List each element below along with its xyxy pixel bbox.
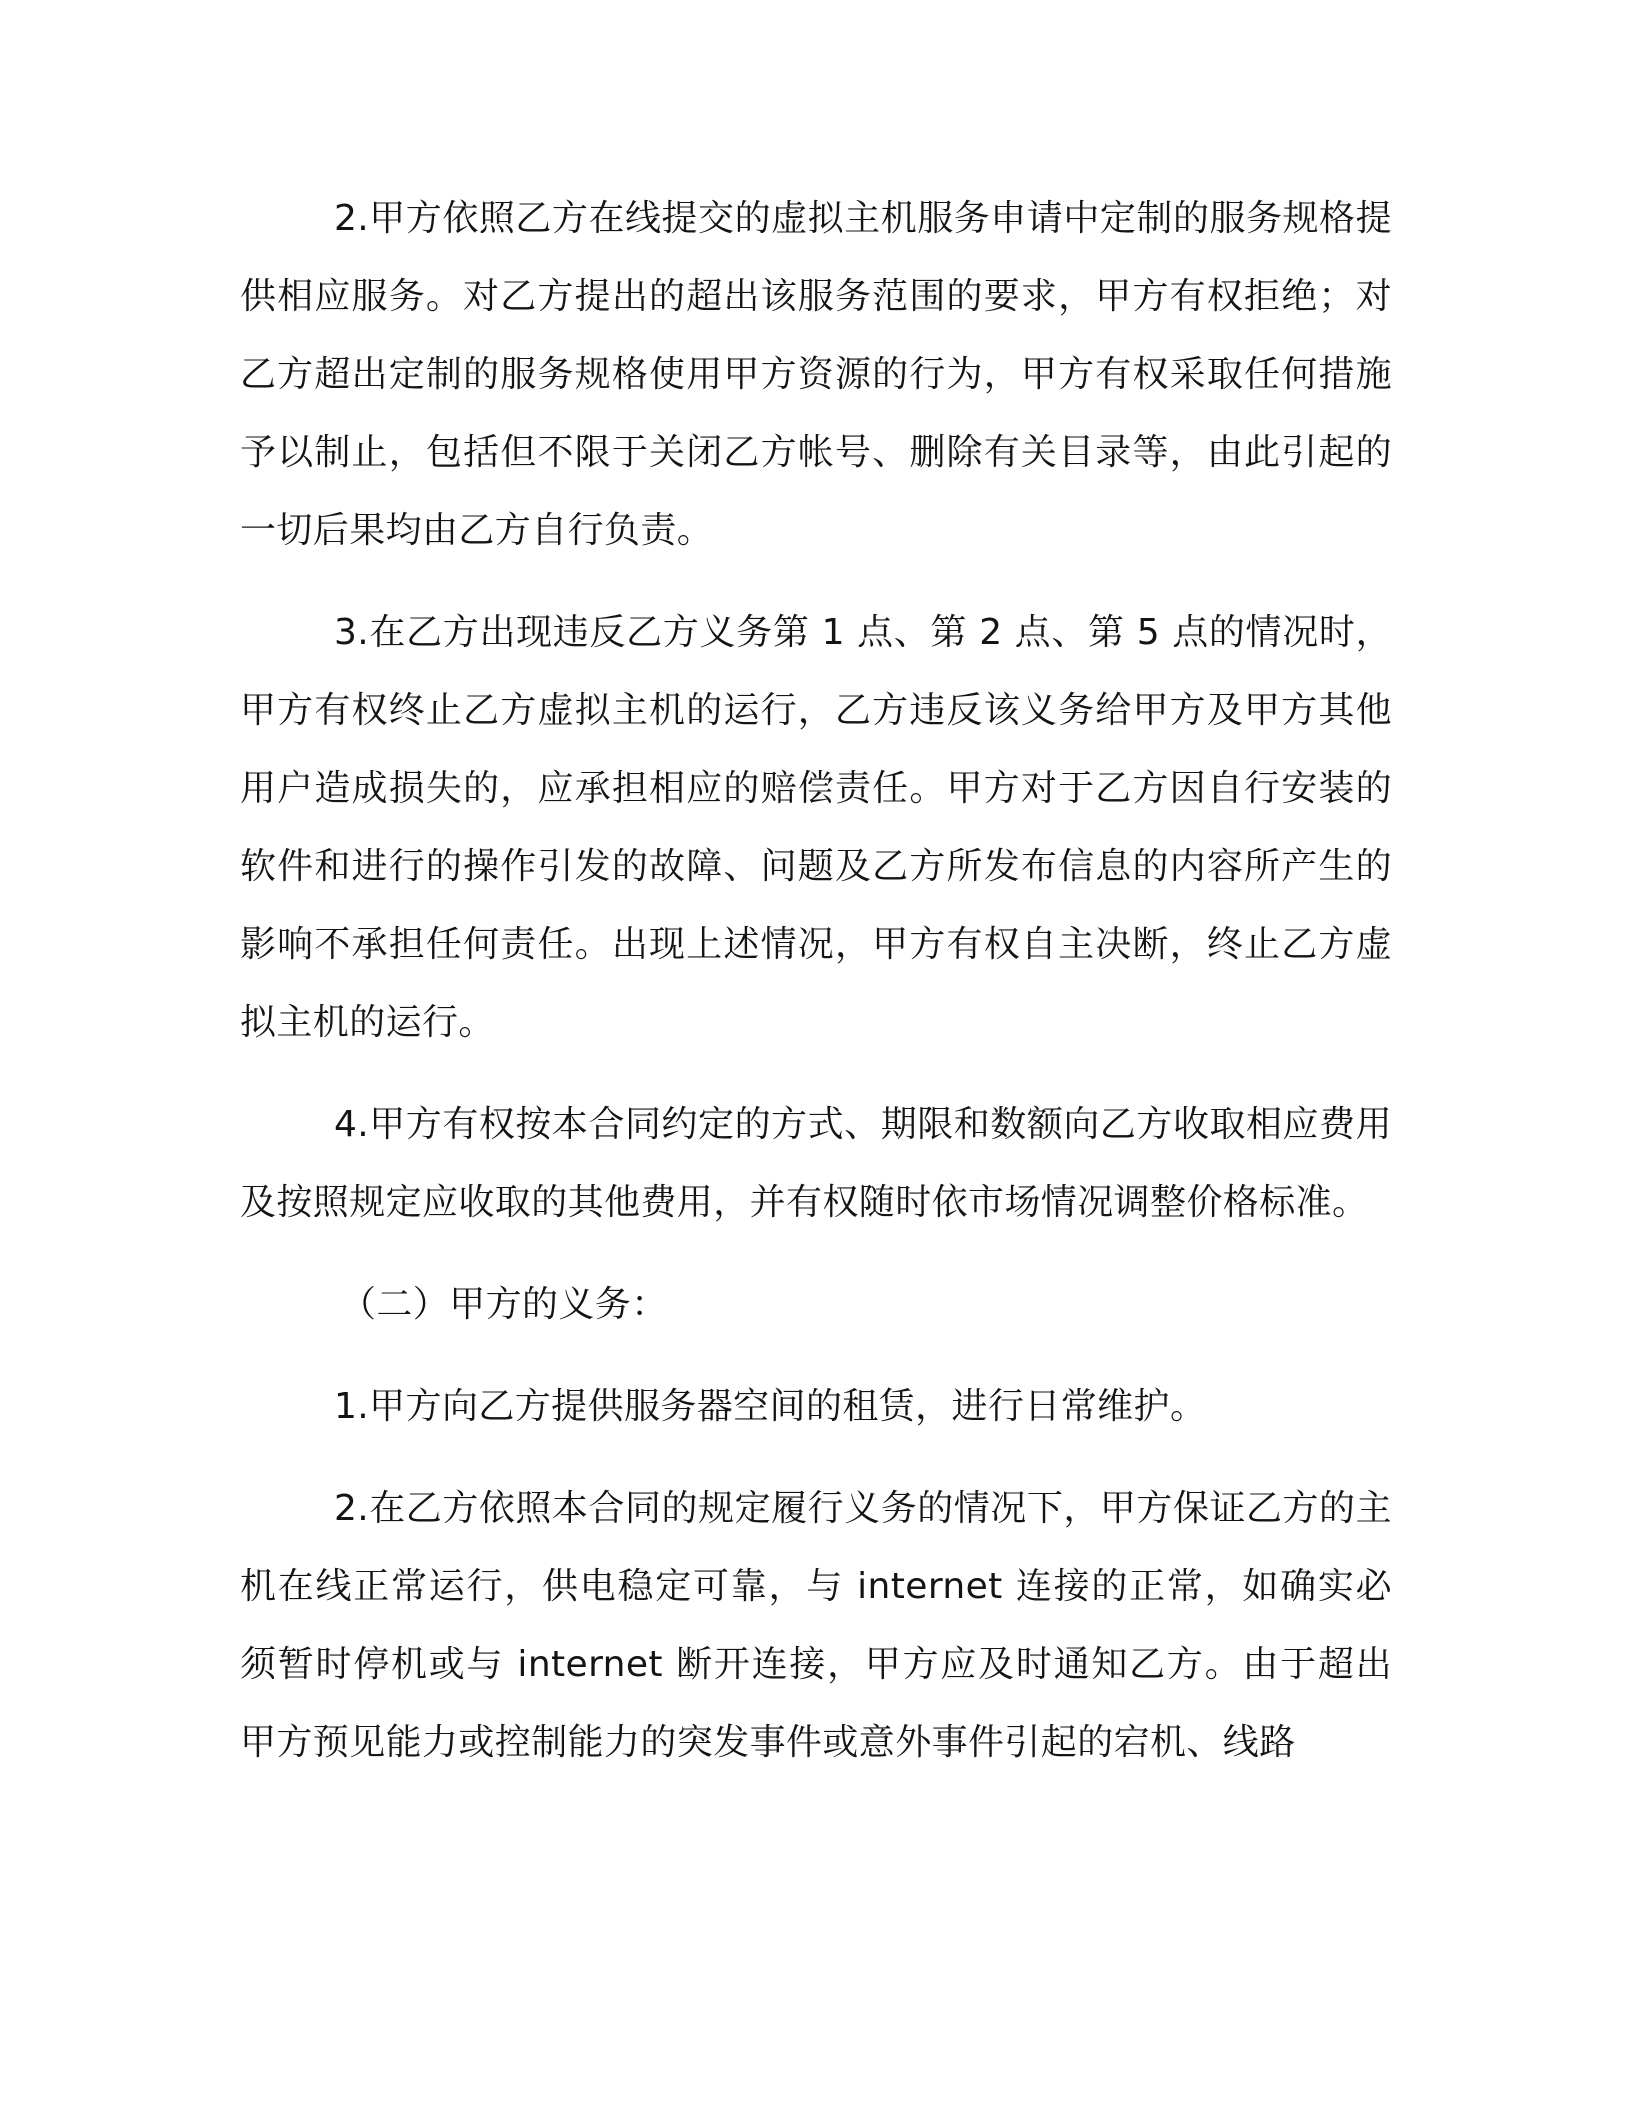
document-body (240, 180, 1392, 1806)
paragraph-obligation-2: 2.在乙方依照本合同的规定履行义务的情况下，甲方保证乙方的主机在线正常运行，供电稳定可靠，与 internet 连接的正常，如确实必须暂时停机或与 internet 断开连接，甲方应及时通知乙方。由于超出甲方预见能力或控制能力的突发事件或意外事件引起的宕机、线路 (240, 1488, 1392, 1763)
section-heading-party-a-obligations: （二）甲方的义务： (340, 1284, 668, 1325)
paragraph-right-3: 3.在乙方出现违反乙方义务第 1 点、第 2 点、第 5 点的情况时，甲方有权终止乙方虚拟主机的运行，乙方违反该义务给甲方及甲方其他用户造成损失的，应承担相应的赔偿责任。甲方对于乙方因自行安装的软件和进行的操作引发的故障、问题及乙方所发布信息的内容所产生的影响不承担任何责任。出现上述情况，甲方有权自主决断，终止乙方虚拟主机的运行。 (240, 612, 1392, 1043)
paragraph-right-2: 2.甲方依照乙方在线提交的虚拟主机服务申请中定制的服务规格提供相应服务。对乙方提出的超出该服务范围的要求，甲方有权拒绝；对乙方超出定制的服务规格使用甲方资源的行为，甲方有权采取任何措施予以制止，包括但不限于关闭乙方帐号、删除有关目录等，由此引起的一切后果均由乙方自行负责。 (240, 198, 1392, 551)
paragraph-obligation-1: 1.甲方向乙方提供服务器空间的租赁，进行日常维护。 (334, 1386, 1207, 1427)
paragraph-right-4: 4.甲方有权按本合同约定的方式、期限和数额向乙方收取相应费用及按照规定应收取的其他费用，并有权随时依市场情况调整价格标准。 (240, 1104, 1392, 1223)
